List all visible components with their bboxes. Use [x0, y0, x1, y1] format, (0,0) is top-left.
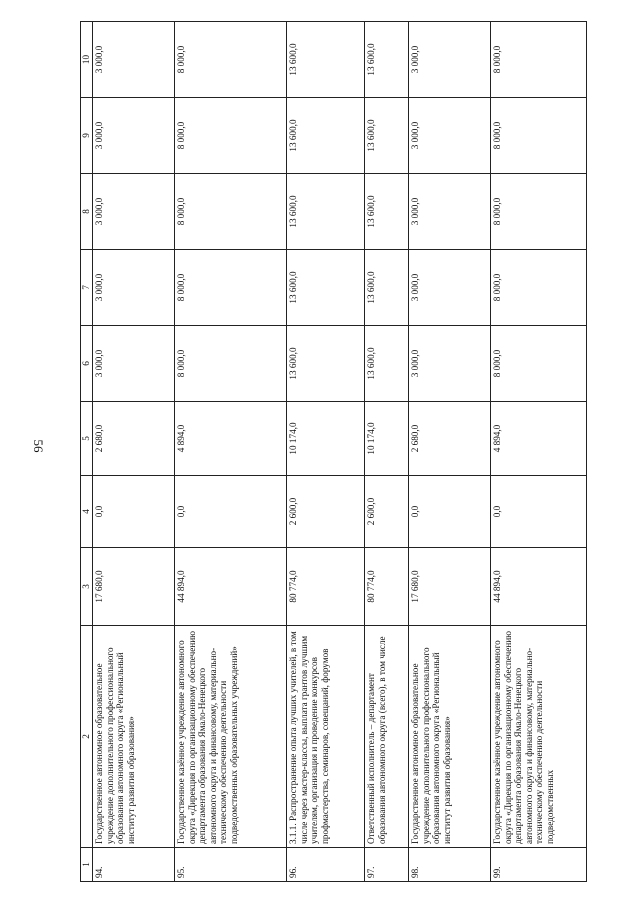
table-row: [365, 22, 409, 882]
header-cell: 5: [81, 402, 93, 476]
value-cell: 8 000,0: [175, 326, 287, 402]
value-cell: 0,0: [409, 476, 491, 548]
value-cell: 10 174,0: [287, 402, 365, 476]
value-cell: 3 000,0: [93, 326, 175, 402]
value-cell: 13 600,0: [365, 250, 409, 326]
header-cell: 1: [81, 848, 93, 882]
value-cell: 4 894,0: [175, 402, 287, 476]
value-cell: 10 174,0: [365, 402, 409, 476]
row-description: Государственное казённое учреждение автономного округа «Дирекция по организационному обеспечению департамента образования Ямало-Ненецкого автономного округа и финансовому, материально-техническому обеспечению деятельности подведомственных: [491, 626, 587, 848]
value-cell: 8 000,0: [491, 326, 587, 402]
value-cell: 13 600,0: [365, 98, 409, 174]
row-description: Государственное автономное образовательное учреждение дополнительного профессионального образования автономного округа «Региональный институт развития образования»: [93, 626, 175, 848]
value-cell: 3 000,0: [93, 250, 175, 326]
value-cell: 44 894,0: [175, 548, 287, 626]
value-cell: 13 600,0: [287, 250, 365, 326]
value-cell: 2 600,0: [365, 476, 409, 548]
row-index: 94.: [93, 848, 175, 882]
header-cell: 7: [81, 250, 93, 326]
value-cell: 2 680,0: [409, 402, 491, 476]
table-row: [287, 22, 365, 882]
value-cell: 3 000,0: [93, 22, 175, 98]
table-row: [93, 22, 175, 882]
value-cell: 13 600,0: [287, 98, 365, 174]
value-cell: 13 600,0: [287, 22, 365, 98]
value-cell: 13 600,0: [365, 22, 409, 98]
header-row: [81, 22, 93, 882]
value-cell: 8 000,0: [175, 174, 287, 250]
value-cell: 8 000,0: [175, 250, 287, 326]
row-index: 96.: [287, 848, 365, 882]
value-cell: 13 600,0: [365, 326, 409, 402]
value-cell: 17 680,0: [409, 548, 491, 626]
value-cell: 8 000,0: [491, 250, 587, 326]
row-description: Ответственный исполнитель – департамент образования автономного округа (всего), в том числе: [365, 626, 409, 848]
value-cell: 0,0: [93, 476, 175, 548]
row-index: 97.: [365, 848, 409, 882]
value-cell: 3 000,0: [409, 98, 491, 174]
header-cell: 2: [81, 626, 93, 848]
value-cell: 17 680,0: [93, 548, 175, 626]
value-cell: 13 600,0: [287, 174, 365, 250]
value-cell: 0,0: [175, 476, 287, 548]
value-cell: 3 000,0: [93, 98, 175, 174]
value-cell: 13 600,0: [287, 326, 365, 402]
value-cell: 13 600,0: [365, 174, 409, 250]
value-cell: 3 000,0: [409, 174, 491, 250]
value-cell: 8 000,0: [175, 22, 287, 98]
row-index: 98.: [409, 848, 491, 882]
row-description: Государственное казённое учреждение автономного округа «Дирекция по организационному обеспечению департамента образования Ямало-Ненецкого автономного округа и финансовому, материально-техническому обеспечению деятельности подведомственных образовательных учреждений»: [175, 626, 287, 848]
header-cell: 10: [81, 22, 93, 98]
value-cell: 3 000,0: [409, 326, 491, 402]
budget-table: [80, 21, 587, 882]
row-index: 99.: [491, 848, 587, 882]
value-cell: 2 680,0: [93, 402, 175, 476]
value-cell: 8 000,0: [491, 22, 587, 98]
value-cell: 0,0: [491, 476, 587, 548]
header-cell: 9: [81, 98, 93, 174]
value-cell: 2 600,0: [287, 476, 365, 548]
row-index: 95.: [175, 848, 287, 882]
value-cell: 3 000,0: [409, 250, 491, 326]
value-cell: 80 774,0: [287, 548, 365, 626]
header-cell: 6: [81, 326, 93, 402]
row-description: 3.1.1. Распространение опыта лучших учителей, в том числе через мастер-классы, выплата грантов лучшим учителям, организация и проведение конкурсов профмастерства, семинаров, совещаний, форумов: [287, 626, 365, 848]
value-cell: 8 000,0: [175, 98, 287, 174]
value-cell: 8 000,0: [491, 98, 587, 174]
table-row: [175, 22, 287, 882]
table-row: [491, 22, 587, 882]
value-cell: 8 000,0: [491, 174, 587, 250]
page-number: 56: [31, 439, 46, 453]
row-description: Государственное автономное образовательное учреждение дополнительного профессионального образования автономного округа «Региональный институт развития образования»: [409, 626, 491, 848]
header-cell: 8: [81, 174, 93, 250]
value-cell: 80 774,0: [365, 548, 409, 626]
header-cell: 3: [81, 548, 93, 626]
table-row: [409, 22, 491, 882]
value-cell: 3 000,0: [93, 174, 175, 250]
value-cell: 4 894,0: [491, 402, 587, 476]
rotated-page: [80, 22, 580, 882]
value-cell: 3 000,0: [409, 22, 491, 98]
header-cell: 4: [81, 476, 93, 548]
value-cell: 44 894,0: [491, 548, 587, 626]
